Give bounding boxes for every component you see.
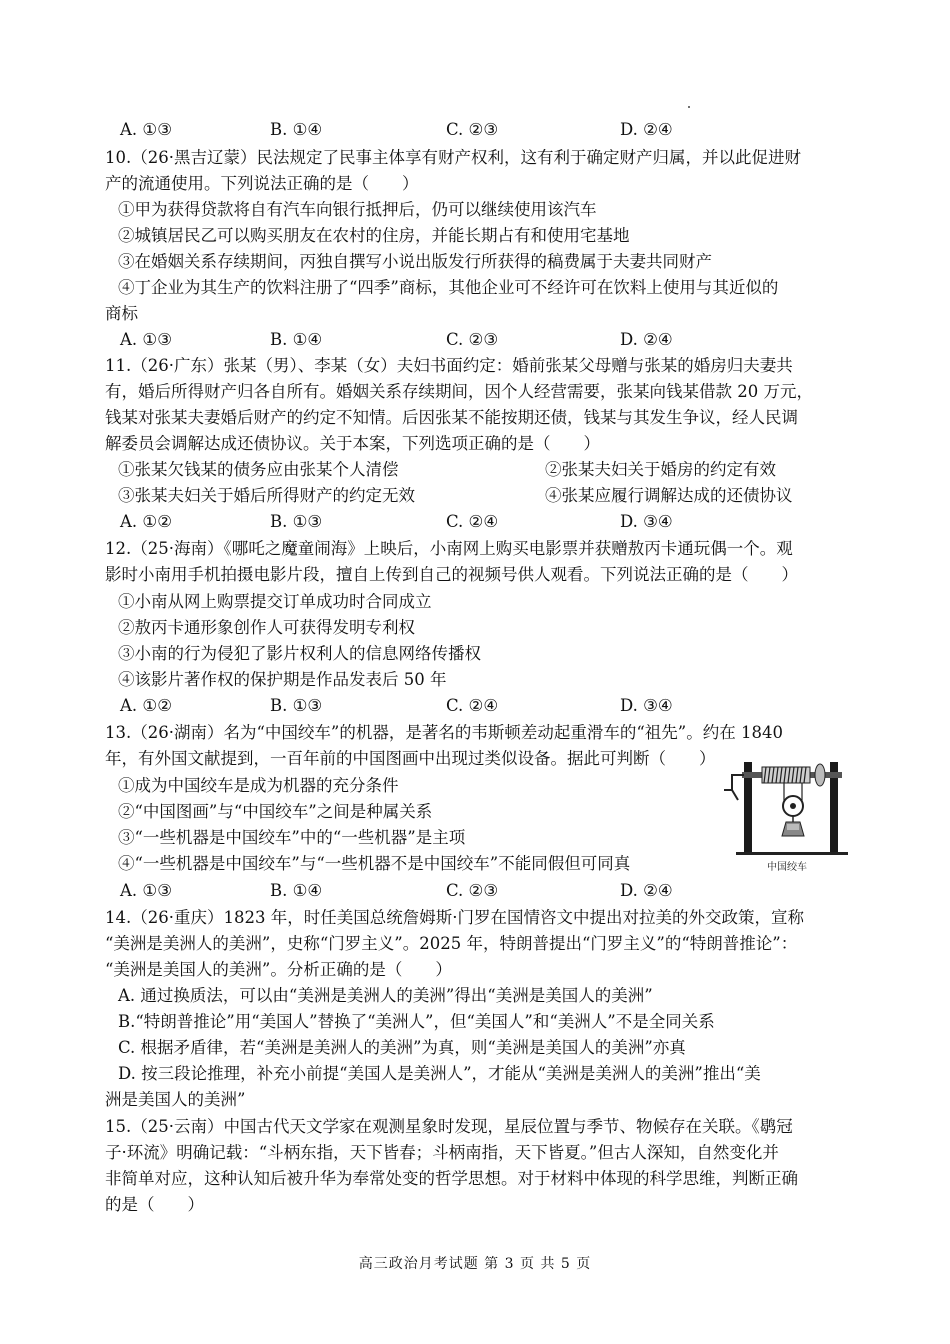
q15-stem-line-3: 非简单对应，这种认知后被升华为奉常处变的哲学思想。对于材料中体现的科学思维，判断正确 — [105, 1169, 798, 1188]
q12-stem-line-1: 12.（25·海南）《哪吒之魔童闹海》上映后，小南网上购买电影票并获赠敖丙卡通玩偶一个。观 — [105, 539, 793, 558]
q13-statement-2: ②“中国图画”与“中国绞车”之间是种属关系 — [118, 802, 433, 821]
q12-stem-line-2: 影时小南用手机拍摄电影片段，擅自上传到自己的视频号供人观看。下列说法正确的是（ ） — [105, 565, 798, 584]
q13-statement-3: ③“一些机器是中国绞车”中的“一些机器”是主项 — [118, 828, 466, 847]
q12-statement-2: ②敖丙卡通形象创作人可获得发明专利权 — [118, 618, 415, 637]
q15-stem-line-1: 15.（25·云南）中国古代天文学家在观测星象时发现，星辰位置与季节、物候存在关联。《鹖冠 — [105, 1117, 793, 1136]
q10-stem-line-2: 产的流通使用。下列说法正确的是（ ） — [105, 174, 419, 193]
q15-stem-line-2: 子·环流》明确记载：“斗柄东指，天下皆春；斗柄南指，天下皆夏。”但古人深知，自然变化并 — [105, 1143, 779, 1162]
q13-statement-4: ④“一些机器是中国绞车”与“一些机器不是中国绞车”不能同假但可同真 — [118, 854, 631, 873]
q14-option-c[interactable]: C. 根据矛盾律，若“美洲是美洲人的美洲”为真，则“美洲是美国人的美洲”亦真 — [118, 1038, 686, 1057]
q10-option-b[interactable]: B. ①④ — [270, 330, 323, 349]
q12-statement-1: ①小南从网上购票提交订单成功时合同成立 — [118, 592, 432, 611]
q10-statement-1: ①甲为获得贷款将自有汽车向银行抵押后，仍可以继续使用该汽车 — [118, 200, 597, 219]
q10-option-d[interactable]: D. ②④ — [620, 330, 673, 349]
q14-option-b[interactable]: B.“特朗普推论”用“美国人”替换了“美洲人”，但“美国人”和“美洲人”不是全同关系 — [118, 1012, 715, 1031]
q14-option-d-line-2[interactable]: 洲是美国人的美洲” — [105, 1090, 246, 1109]
q12-option-b[interactable]: B. ①③ — [270, 696, 323, 715]
q11-stem-line-2: 有，婚后所得财产归各自所有。婚姻关系存续期间，因个人经营需要，张某向钱某借款 20 万元， — [105, 382, 813, 401]
q12-option-a[interactable]: A. ①② — [120, 696, 172, 715]
q13-stem-line-1: 13.（26·湖南）名为“中国绞车”的机器，是著名的韦斯顿差动起重滑车的“祖先”。约在 1840 — [105, 723, 783, 742]
q14-stem-line-3: “美洲是美国人的美洲”。分析正确的是（ ） — [105, 960, 452, 979]
q14-stem-line-2: “美洲是美洲人的美洲”，史称“门罗主义”。2025 年，特朗普提出“门罗主义”的“特朗普推论”： — [105, 934, 798, 953]
q13-option-b[interactable]: B. ①④ — [270, 881, 323, 900]
q12-statement-3: ③小南的行为侵犯了影片权利人的信息网络传播权 — [118, 644, 481, 663]
q10-statement-2: ②城镇居民乙可以购买朋友在农村的住房，并能长期占有和使用宅基地 — [118, 226, 630, 245]
q13-statement-1: ①成为中国绞车是成为机器的充分条件 — [118, 776, 399, 795]
q9-option-d[interactable]: D. ②④ — [620, 120, 673, 139]
q10-statement-3: ③在婚姻关系存续期间，丙独自撰写小说出版发行所获得的稿费属于夫妻共同财产 — [118, 252, 712, 271]
q11-option-d[interactable]: D. ③④ — [620, 512, 673, 531]
q10-stem-line-1: 10.（26·黑吉辽蒙）民法规定了民事主体享有财产权利，这有利于确定财产归属，并以此促进财 — [105, 148, 801, 167]
q10-statement-4-line-2: 商标 — [105, 304, 138, 323]
q9-option-b[interactable]: B. ①④ — [270, 120, 323, 139]
q13-option-a[interactable]: A. ①③ — [120, 881, 172, 900]
q11-statement-4: ④张某应履行调解达成的还债协议 — [545, 486, 793, 505]
q9-option-a[interactable]: A. ①③ — [120, 120, 172, 139]
chinese-windlass-figure — [722, 758, 852, 876]
q9-option-c[interactable]: C. ②③ — [446, 120, 499, 139]
q14-option-d-line-1[interactable]: D. 按三段论推理，补充小前提“美国人是美洲人”，才能从“美洲是美洲人的美洲”推出“美 — [118, 1064, 761, 1083]
q11-option-c[interactable]: C. ②④ — [446, 512, 499, 531]
q14-option-a[interactable]: A. 通过换质法，可以由“美洲是美洲人的美洲”得出“美洲是美国人的美洲” — [118, 986, 653, 1005]
q10-option-a[interactable]: A. ①③ — [120, 330, 172, 349]
q10-statement-4-line-1: ④丁企业为其生产的饮料注册了“四季”商标，其他企业可不经许可在饮料上使用与其近似的 — [118, 278, 779, 297]
q13-option-c[interactable]: C. ②③ — [446, 881, 499, 900]
q15-stem-line-4: 的是（ ） — [105, 1195, 204, 1214]
q12-option-c[interactable]: C. ②④ — [446, 696, 499, 715]
figure-caption: 中国绞车 — [767, 862, 807, 873]
q13-stem-line-2: 年，有外国文献提到，一百年前的中国图画中出现过类似设备。据此可判断（ ） — [105, 749, 716, 768]
q11-option-a[interactable]: A. ①② — [120, 512, 172, 531]
q13-option-d[interactable]: D. ②④ — [620, 881, 673, 900]
q11-statement-3: ③张某夫妇关于婚后所得财产的约定无效 — [118, 486, 415, 505]
q11-statement-2: ②张某夫妇关于婚房的约定有效 — [545, 460, 776, 479]
q11-option-b[interactable]: B. ①③ — [270, 512, 323, 531]
q12-statement-4: ④该影片著作权的保护期是作品发表后 50 年 — [118, 670, 447, 689]
q11-stem-line-3: 钱某对张某夫妻婚后财产的约定不知情。后因张某不能按期还债，钱某与其发生争议，经人民调 — [105, 408, 798, 427]
q11-stem-line-4: 解委员会调解达成还债协议。关于本案，下列选项正确的是（ ） — [105, 434, 600, 453]
q14-stem-line-1: 14.（26·重庆）1823 年，时任美国总统詹姆斯·门罗在国情咨文中提出对拉美的外交政策，宣称 — [105, 908, 804, 927]
q12-option-d[interactable]: D. ③④ — [620, 696, 673, 715]
q11-statement-1: ①张某欠钱某的债务应由张某个人清偿 — [118, 460, 399, 479]
q10-option-c[interactable]: C. ②③ — [446, 330, 499, 349]
page-footer: 高三政治月考试题 第 3 页 共 5 页 — [358, 1256, 592, 1272]
q11-stem-line-1: 11.（26·广东）张某（男）、李某（女）夫妇书面约定：婚前张某父母赠与张某的婚房归夫妻共 — [105, 356, 793, 375]
scan-speck — [688, 106, 690, 108]
